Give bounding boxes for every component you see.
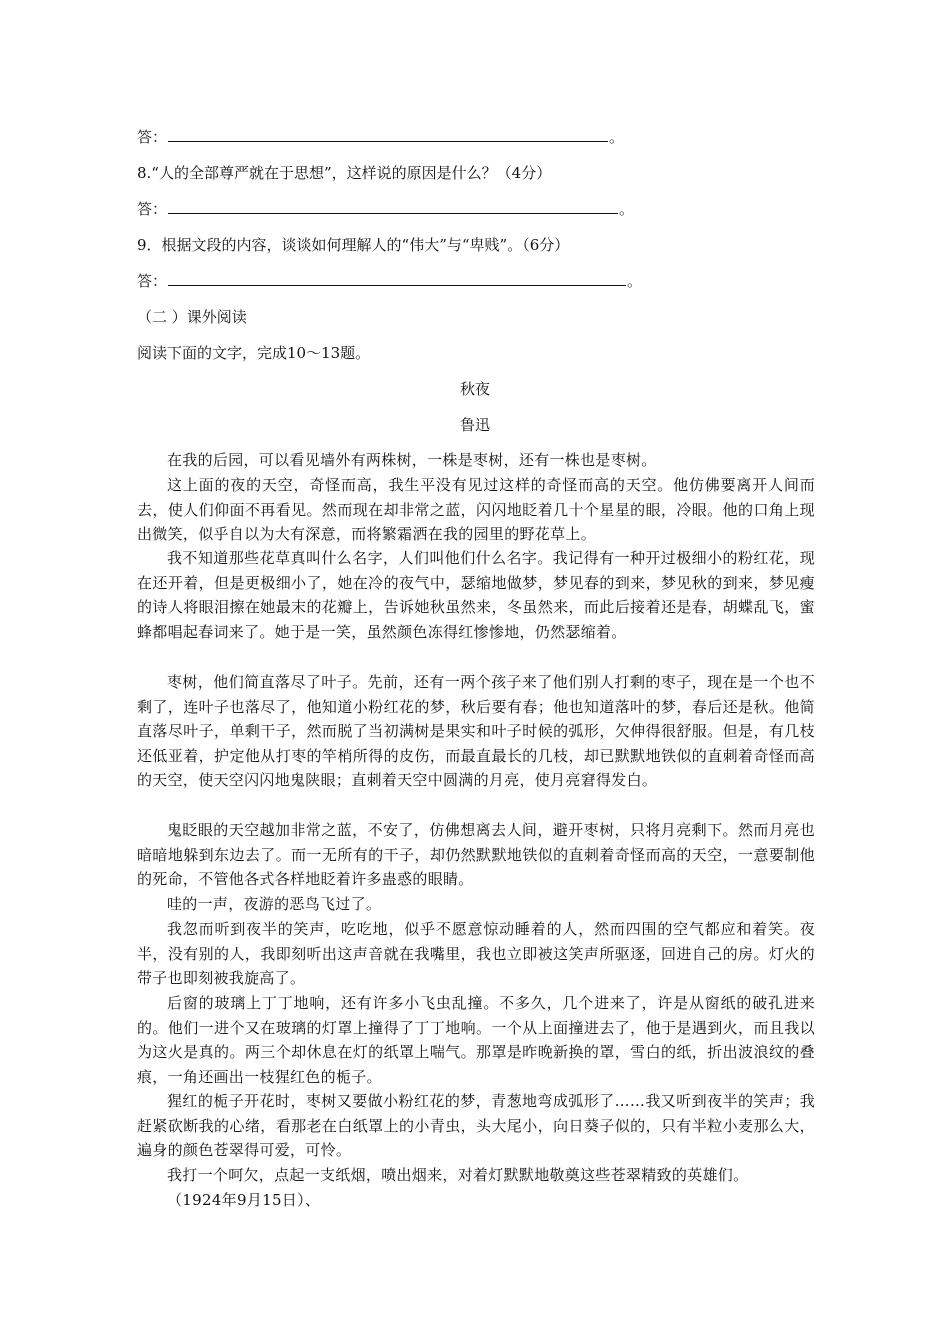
- answer-blank[interactable]: [168, 127, 608, 142]
- date-line: （1924年9月15日）、: [167, 1191, 321, 1209]
- paragraph-4: 枣树，他们简直落尽了叶子。先前，还有一两个孩子来了他们别人打剩的枣子，现在是一个也不剩了，连叶子也落尽了，他知道小粉红花的梦，秋后要有春；他也知道落叶的梦，春后还是秋。他简直落尽叶子，单剩干子，然而脱了当初满树是果实和叶子时候的弧形，欠伸得很舒服。但是，有几枝还低亚着，护定他从打枣的竿梢所得的皮伤，而最直最长的几枝，却已默默地铁似的直刺着奇怪而高的天空，使天空闪闪地鬼陕眼；直刺着天空中圆满的月亮，使月亮窘得发白。: [137, 673, 815, 790]
- answer-label: 答：: [137, 272, 168, 290]
- question-8: 8.“人的全部尊严就在于思想”，这样说的原因是什么？（4分）: [137, 164, 552, 182]
- paragraph-8: 后窗的玻璃上丁丁地响，还有许多小飞虫乱撞。不多久，几个进来了，许是从窗纸的破孔进来的。他们一进个又在玻璃的灯罩上撞得了丁丁地响。一个从上面撞进去了，他于是遇到火，而且我以为这火是真的。两三个却休息在灯的纸罩上喘气。那罩是昨晚新换的罩，雪白的纸，折出波浪纹的叠痕，一角还画出一枝猩红色的栀子。: [137, 994, 815, 1086]
- paragraph-1: 在我的后园，可以看见墙外有两株树，一株是枣树，还有一株也是枣树。: [167, 451, 657, 469]
- paragraph-6: 哇的一声，夜游的恶鸟飞过了。: [167, 895, 382, 913]
- answer-blank[interactable]: [168, 271, 626, 286]
- paragraph-9: 猩红的栀子开花时，枣树又要做小粉红花的梦，青葱地弯成弧形了……我又听到夜半的笑声；我赶紧砍断我的心绪，看那老在白纸罩上的小青虫，头大尾小，向日葵子似的，只有半粒小麦那么大，遍身的颜色苍翠得可爱，可怜。: [137, 1092, 815, 1160]
- poem-title: 秋夜: [459, 380, 490, 398]
- paragraph-3: 我不知道那些花草真叫什么名字，人们叫他们什么名字。我记得有一种开过极细小的粉红花，现在还开着，但是更极细小了，她在冷的夜气中，瑟缩地做梦，梦见春的到来，梦见秋的到来，梦见瘦的诗人将眼泪擦在她最末的花瓣上，告诉她秋虽然来，冬虽然来，而此后接着还是春，胡蝶乱飞，蜜蜂都唱起春词来了。她于是一笑，虽然颜色冻得红惨惨地，仍然瑟缩着。: [137, 549, 815, 641]
- instruction: 阅读下面的文字，完成10～13题。: [137, 344, 371, 362]
- answer-line-2: [137, 199, 634, 219]
- paragraph-10: 我打一个呵欠，点起一支纸烟，喷出烟来，对着灯默默地敬奠这些苍翠精致的英雄们。: [167, 1166, 749, 1184]
- answer-label: 答：: [137, 200, 168, 218]
- answer-blank[interactable]: [168, 199, 618, 214]
- paragraph-2: 这上面的夜的天空，奇怪而高，我生平没有见过这样的奇怪而高的天空。他仿佛要离开人间而去，使人们仰面不再看见。然而现在却非常之蓝，闪闪地眨着几十个星星的眼，冷眼。他的口角上现出微笑，似乎自以为大有深意，而将繁霜洒在我的园里的野花草上。: [137, 476, 815, 544]
- answer-end: 。: [627, 272, 643, 290]
- answer-line-1: [137, 127, 624, 147]
- answer-label: 答：: [137, 128, 168, 146]
- section-heading: （二 ）课外阅读: [137, 308, 247, 326]
- author: 鲁迅: [459, 416, 490, 434]
- answer-end: 。: [619, 200, 635, 218]
- answer-end: 。: [609, 128, 625, 146]
- paragraph-7: 我忽而听到夜半的笑声，吃吃地，似乎不愿意惊动睡着的人，然而四围的空气都应和着笑。夜半，没有别的人，我即刻听出这声音就在我嘴里，我也立即被这笑声所驱逐，回进自己的房。灯火的带子也即刻被我旋高了。: [137, 920, 815, 988]
- paragraph-5: 鬼眨眼的天空越加非常之蓝，不安了，仿佛想离去人间，避开枣树，只将月亮剩下。然而月亮也暗暗地躲到东边去了。而一无所有的干子，却仍然默默地铁似的直刺着奇怪而高的天空，一意要制他的死命，不管他各式各样地眨着许多蛊惑的眼睛。: [137, 821, 815, 889]
- question-9: 9．根据文段的内容，谈谈如何理解人的“伟大”与“卑贱”。（6分）: [137, 236, 570, 254]
- answer-line-3: [137, 271, 642, 291]
